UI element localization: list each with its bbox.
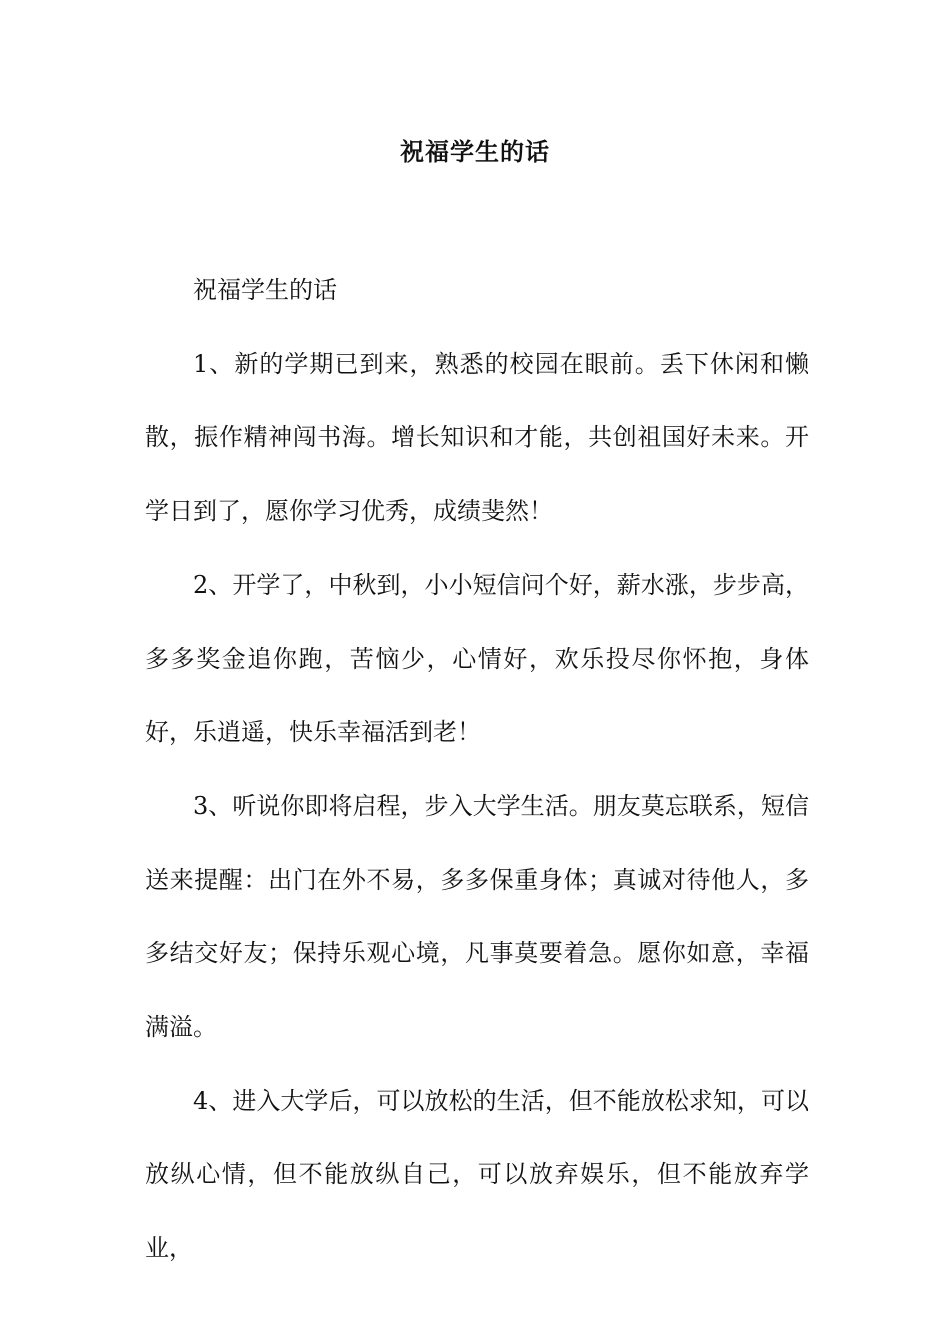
- subtitle-paragraph: 祝福学生的话: [193, 276, 337, 304]
- paragraph-2: 2、开学了，中秋到，小小短信问个好，薪水涨，步步高，多多奖金追你跑，苦恼少，心情好，欢乐投尽你怀抱，身体好，乐逍遥，快乐幸福活到老！: [145, 570, 809, 747]
- paragraph-1: 1、新的学期已到来，熟悉的校园在眼前。丢下休闲和懒散，振作精神闯书海。增长知识和才能，共创祖国好未来。开学日到了，愿你学习优秀，成绩斐然！: [145, 349, 809, 526]
- document-title: 祝福学生的话: [400, 138, 550, 166]
- paragraph-4: 4、进入大学后，可以放松的生活，但不能放松求知，可以放纵心情，但不能放纵自己，可以放弃娱乐，但不能放弃学业，: [145, 1086, 809, 1263]
- paragraph-3: 3、听说你即将启程，步入大学生活。朋友莫忘联系，短信送来提醒：出门在外不易，多多保重身体；真诚对待他人，多多结交好友；保持乐观心境，凡事莫要着急。愿你如意，幸福满溢。: [145, 791, 809, 1042]
- document-body: [145, 254, 809, 1286]
